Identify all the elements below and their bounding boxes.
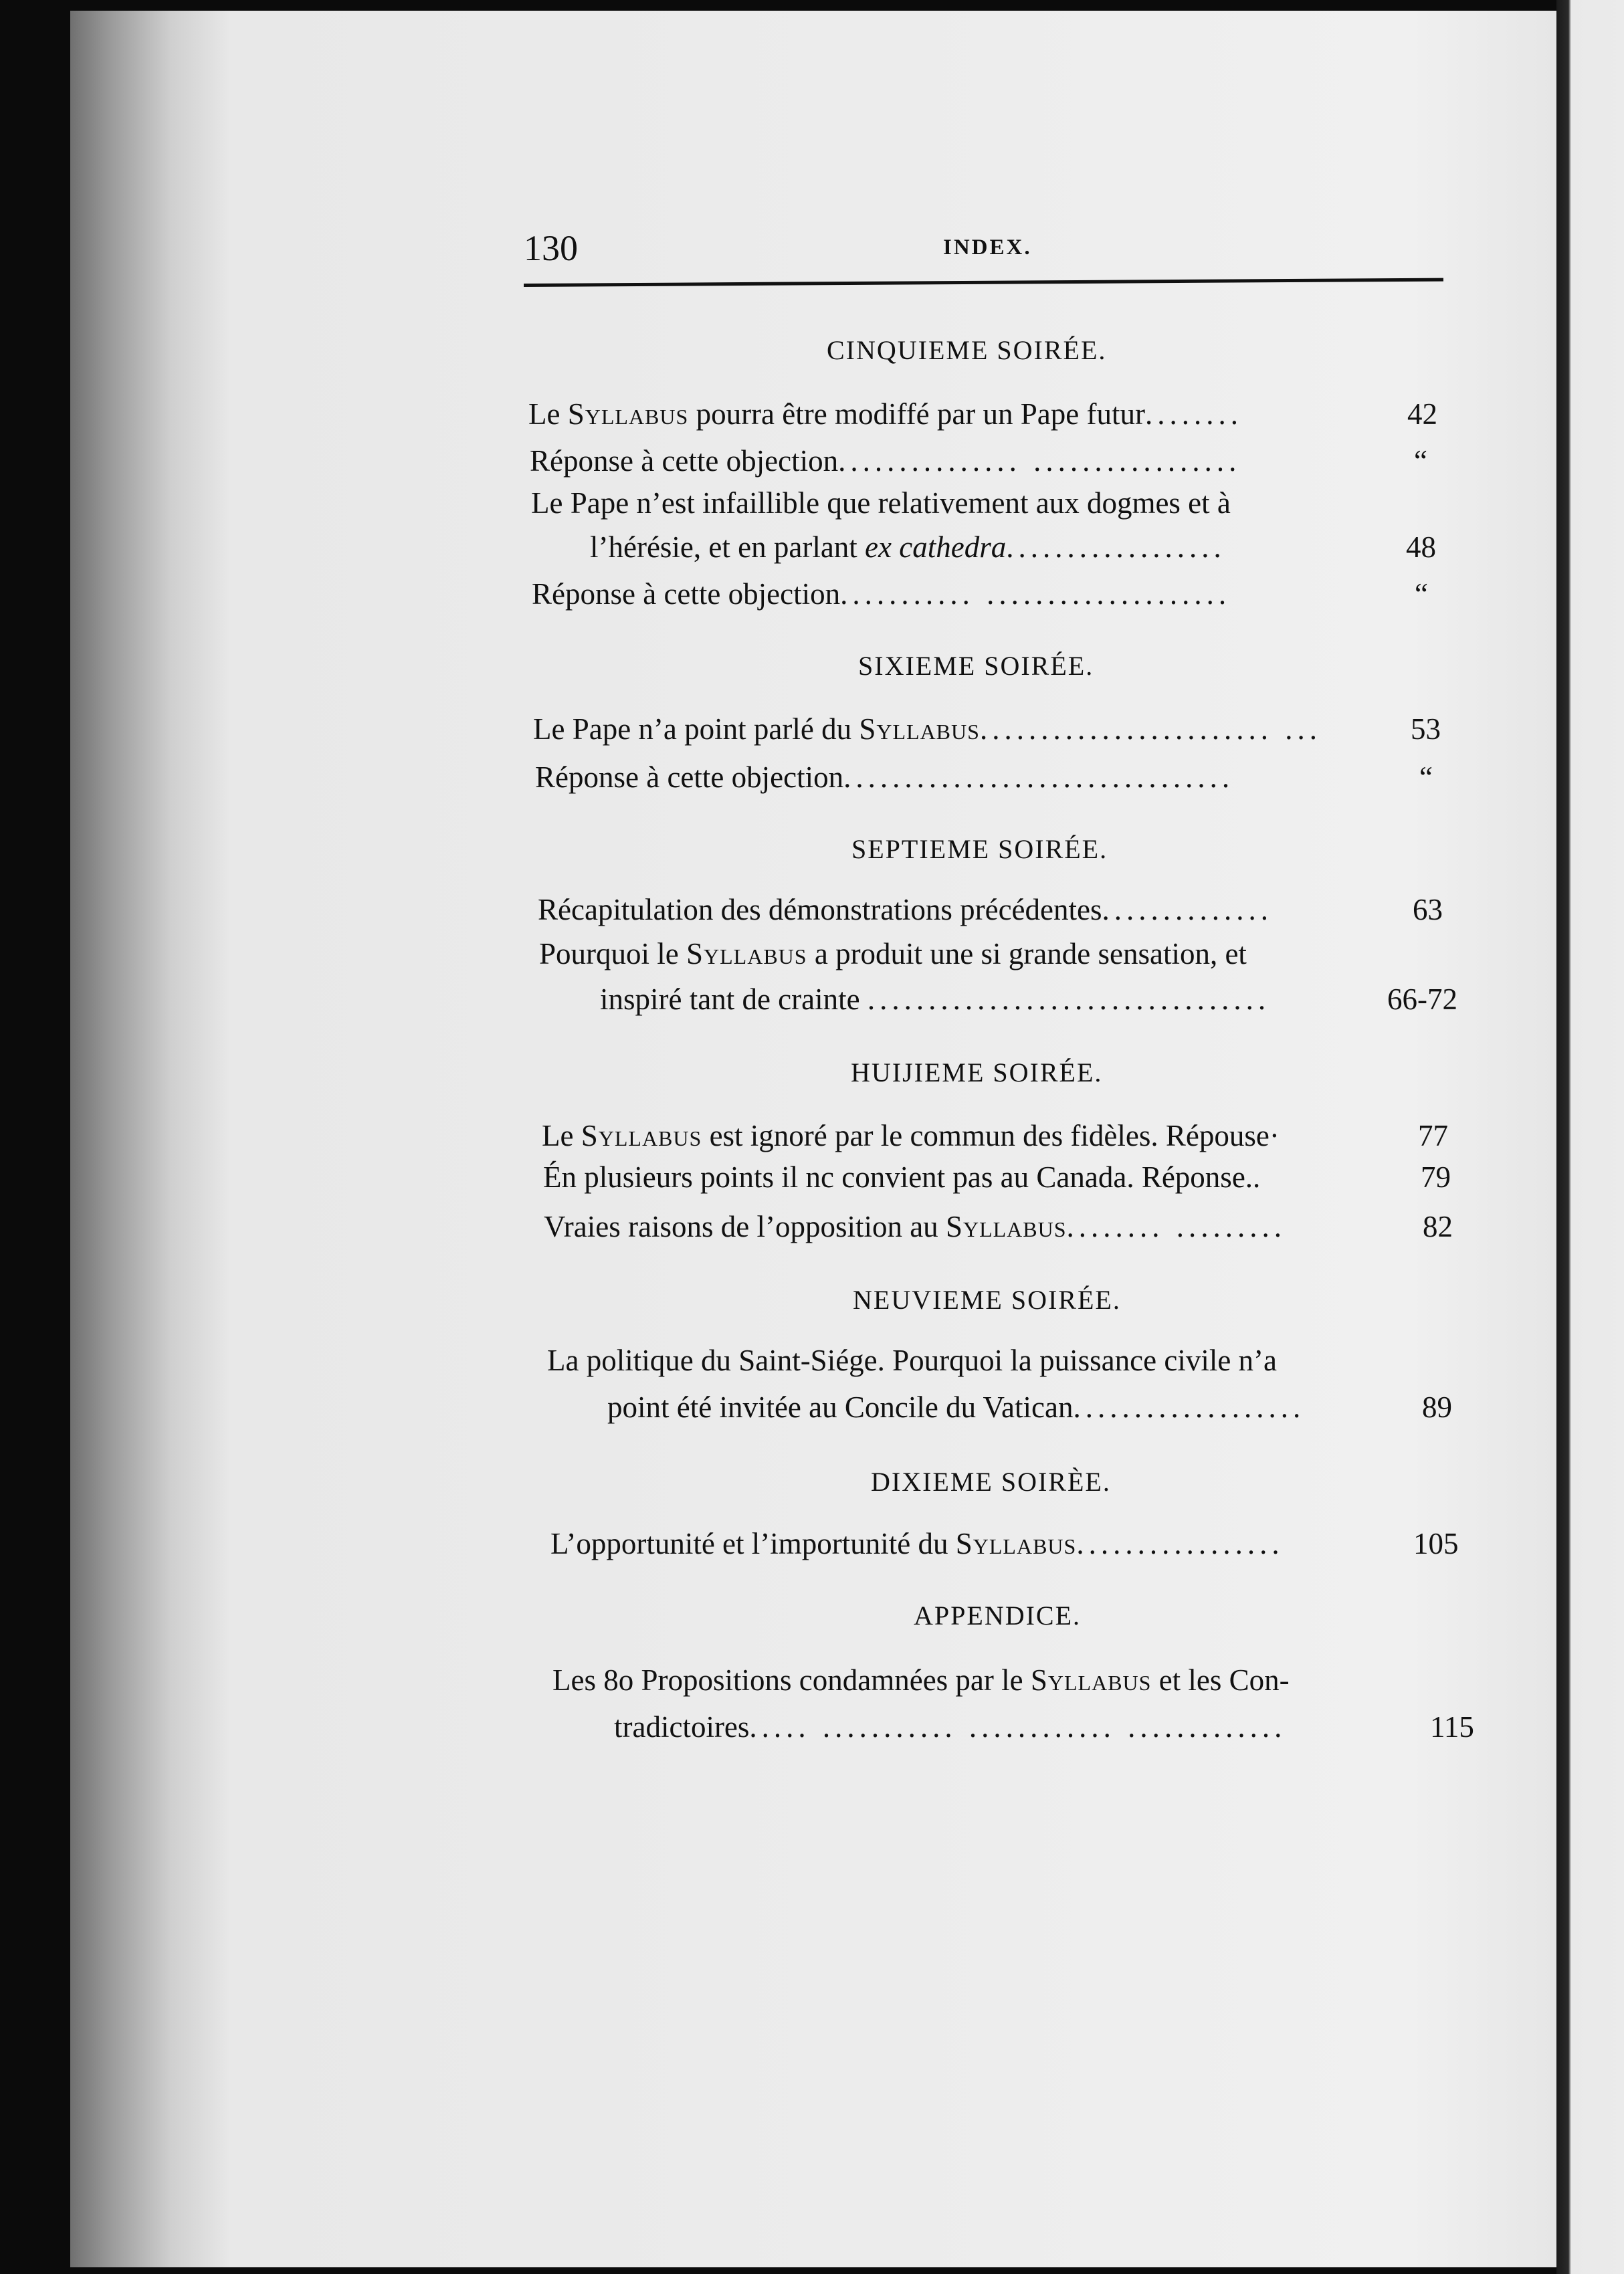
page-reference: 42	[1407, 397, 1437, 431]
index-entry: La politique du Saint-Siége. Pourquoi la puissance civile n’a	[547, 1344, 1278, 1377]
section-heading: CINQUIEME SOIRÉE.	[827, 335, 1107, 365]
index-entry: point été invitée au Concile du Vatican................... 89	[607, 1390, 1452, 1424]
index-entry: Le Syllabus pourra être modiffé par un Pape futur........ 42	[528, 397, 1437, 431]
page-reference: 63	[1413, 893, 1443, 926]
page-reference: 105	[1413, 1527, 1459, 1560]
index-entry: Le Pape n’est infaillible que relativement aux dogmes et à	[531, 486, 1231, 520]
index-entry: Le Syllabus est ignoré par le commun des fidèles. Répouse· 77	[542, 1119, 1448, 1152]
header-rule	[524, 278, 1443, 287]
page-reference: 66-72	[1387, 983, 1457, 1016]
page-reference: 82	[1423, 1210, 1453, 1243]
page-reference: 89	[1422, 1390, 1452, 1424]
index-entry: Réponse à cette objection........... .................... “	[532, 577, 1428, 611]
index-entry: l’hérésie, et en parlant ex cathedra.................. 48	[590, 530, 1436, 564]
page-reference: 48	[1406, 530, 1436, 564]
page-number: 130	[524, 228, 578, 268]
page-reference: “	[1419, 760, 1433, 794]
section-heading: DIXIEME SOIRÈE.	[871, 1467, 1111, 1497]
index-entry: Les 8o Propositions condamnées par le Syllabus et les Con-	[552, 1663, 1290, 1697]
index-entry: Récapitulation des démonstrations précédentes.............. 63	[538, 893, 1443, 926]
section-heading: NEUVIEME SOIRÉE.	[853, 1285, 1121, 1315]
page-reference: 79	[1421, 1160, 1451, 1194]
page-reference: 77	[1418, 1119, 1448, 1152]
section-heading: SEPTIEME SOIRÉE.	[851, 834, 1108, 864]
section-heading: SIXIEME SOIRÉE.	[858, 651, 1094, 681]
index-entry: Réponse à cette objection............... ................. “	[530, 444, 1427, 478]
page-header	[524, 221, 1443, 274]
index-entry: Én plusieurs points il nc convient pas au Canada. Réponse.. 79	[543, 1160, 1451, 1194]
index-entry: Le Pape n’a point parlé du Syllabus........................ ... 53	[533, 712, 1441, 746]
index-entry: Vraies raisons de l’opposition au Syllabus........ ......... 82	[544, 1210, 1453, 1243]
index-entry: Réponse à cette objection................................ “	[535, 760, 1433, 794]
page-reference: “	[1415, 577, 1428, 611]
page-reference: 53	[1411, 712, 1441, 746]
section-heading: HUIJIEME SOIRÉE.	[851, 1057, 1103, 1088]
index-entry: L’opportunité et l’importunité du Syllabus................. 105	[550, 1527, 1459, 1560]
index-entry: Pourquoi le Syllabus a produit une si grande sensation, et	[539, 937, 1247, 970]
page-reference: 115	[1430, 1710, 1474, 1744]
section-heading: APPENDICE.	[914, 1600, 1082, 1631]
running-head: INDEX.	[943, 235, 1032, 260]
index-entry: inspiré tant de crainte ................................. 66-72	[600, 983, 1457, 1016]
index-entry: tradictoires..... ........... ............ ............. 115	[614, 1710, 1474, 1744]
page-reference: “	[1414, 444, 1427, 478]
